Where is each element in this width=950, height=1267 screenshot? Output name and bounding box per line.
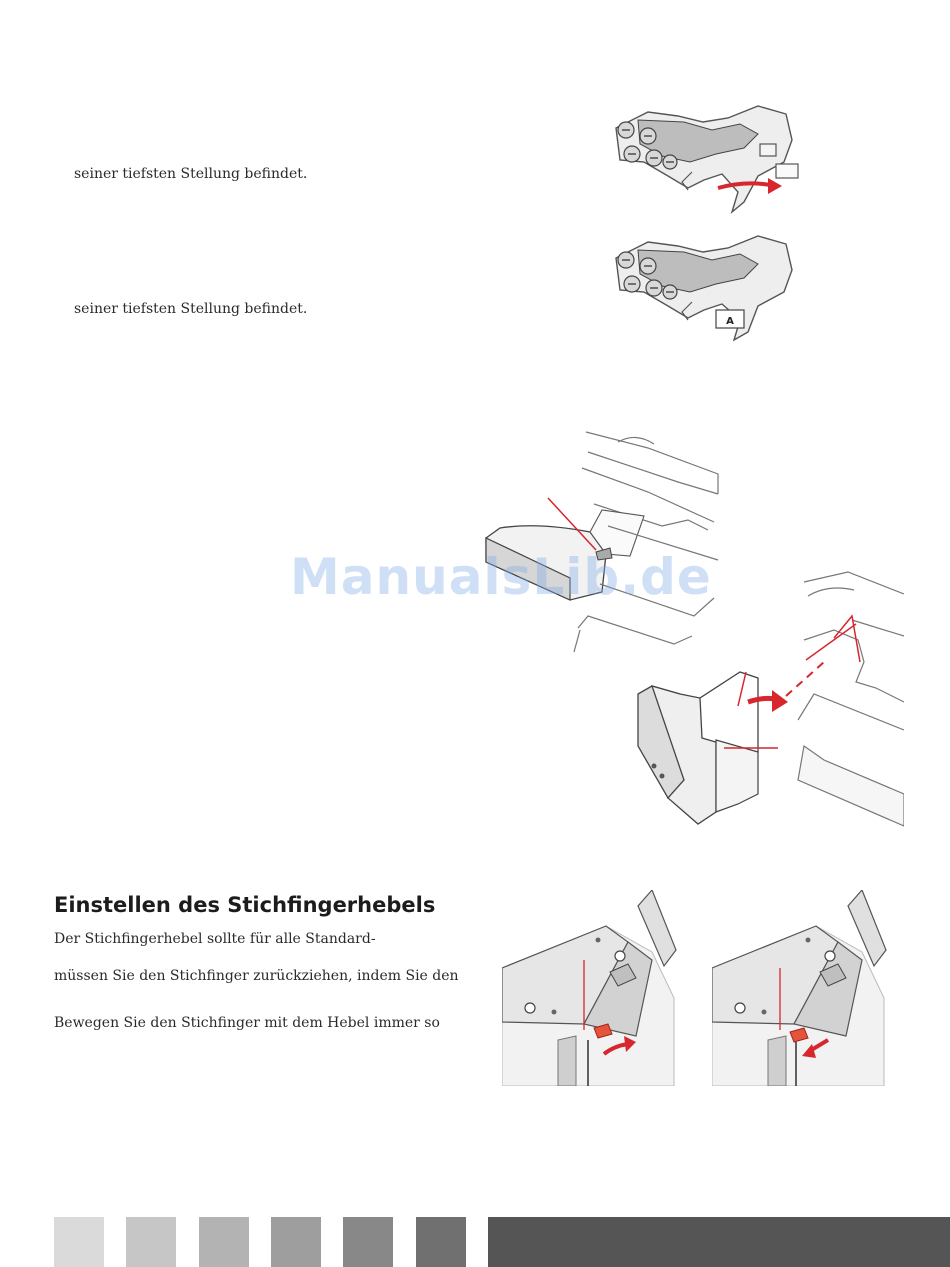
section-line-2: müssen Sie den Stichfinger zurückziehen, indem Sie den <box>54 968 459 984</box>
section-line-1: Der Stichfingerhebel sollte für alle Standard- <box>54 931 376 947</box>
section-heading: Einstellen des Stichfingerhebels <box>54 893 436 917</box>
stitch-finger-lever-figure-2 <box>712 890 888 1086</box>
footer-tab-3 <box>199 1217 249 1267</box>
footer-tab-2 <box>126 1217 176 1267</box>
looper-mechanism-figure-2 <box>608 232 808 344</box>
stitch-finger-lever-figure-1 <box>502 890 678 1086</box>
step-2-text: seiner tiefsten Stellung befindet. <box>74 301 308 317</box>
looper-mechanism-figure-1 <box>608 100 808 218</box>
footer-tab-1 <box>54 1217 104 1267</box>
watermark: ManualsLib.de <box>290 548 712 606</box>
section-line-3: Bewegen Sie den Stichfinger mit dem Hebel immer so <box>54 1015 440 1031</box>
step-1-text: seiner tiefsten Stellung befindet. <box>74 166 308 182</box>
cover-removal-figure <box>628 570 904 830</box>
footer-tab-5 <box>343 1217 393 1267</box>
footer-tab-4 <box>271 1217 321 1267</box>
footer-bar <box>488 1217 950 1267</box>
knife-label-a: A <box>726 316 734 327</box>
footer-tab-6 <box>416 1217 466 1267</box>
